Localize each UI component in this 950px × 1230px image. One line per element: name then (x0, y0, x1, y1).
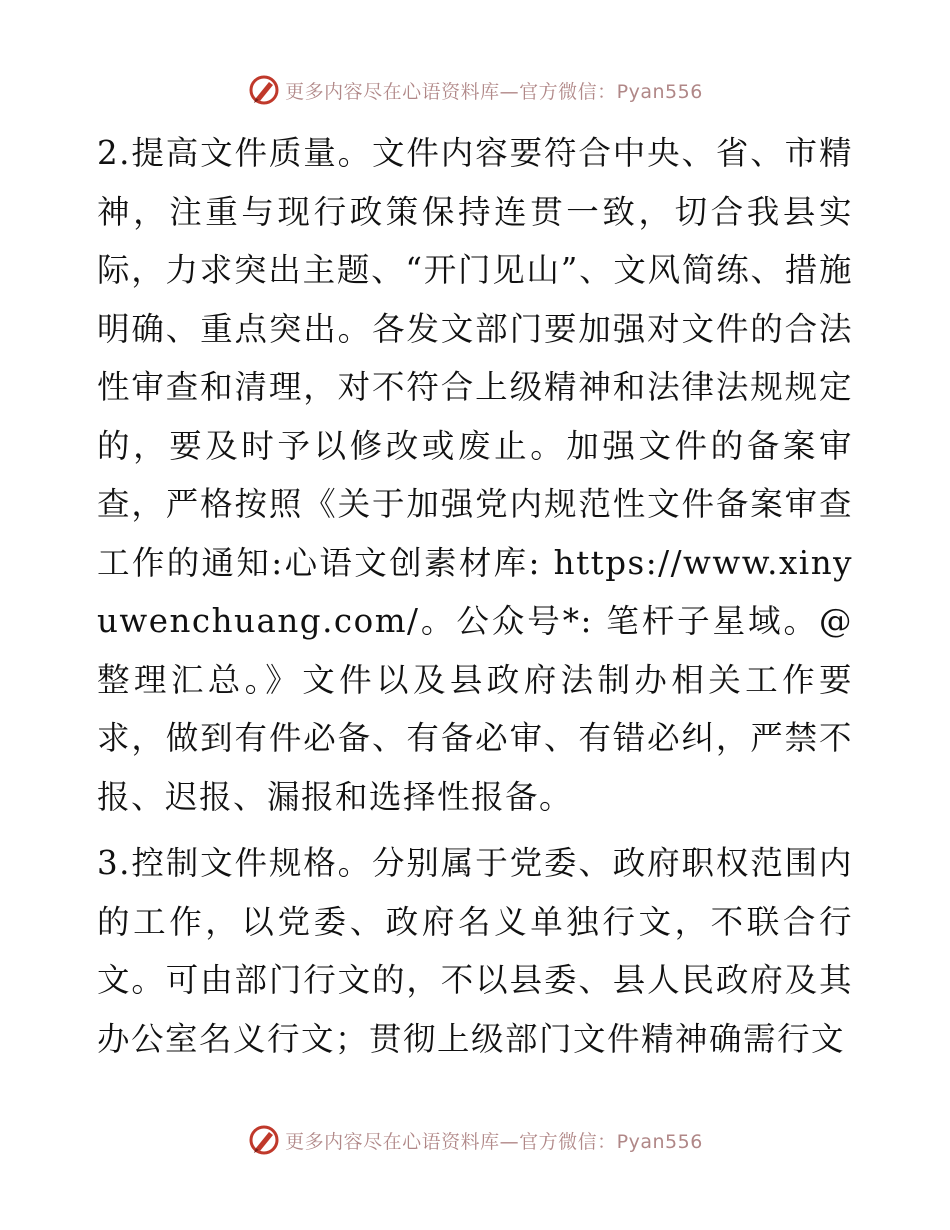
header-watermark (0, 70, 950, 110)
paragraph-3: 3.控制文件规格。分别属于党委、政府职权范围内的工作，以党委、政府名义单独行文，不联合行文。可由部门行文的，不以县委、县人民政府及其办公室名义行文；贯彻上级部门文件精神确需行文 (97, 844, 853, 1058)
pen-logo-icon (247, 1123, 281, 1157)
pen-logo-icon (247, 73, 281, 107)
watermark-text: 更多内容尽在心语资料库—官方微信：Pyan556 (285, 1130, 703, 1153)
document-body (97, 124, 853, 1068)
footer-watermark (0, 1120, 950, 1160)
paragraph-2: 2.提高文件质量。文件内容要符合中央、省、市精神，注重与现行政策保持连贯一致，切合我县实际，力求突出主题、“开门见山”、文风简练、措施明确、重点突出。各发文部门要加强对文件的合法性审查和清理，对不符合上级精神和法律法规规定的，要及时予以修改或废止。加强文件的备案审查，严格按照《关于加强党内规范性文件备案审查工作的通知:心语文创素材库: https://www.xinyuwenchuang.com/。公众号*: 笔杆子星域。@整理汇总。》文件以及县政府法制办相关工作要求，做到有件必备、有备必审、有错必纠，严禁不报、迟报、漏报和选择性报备。 (97, 134, 853, 816)
watermark-text: 更多内容尽在心语资料库—官方微信：Pyan556 (285, 80, 703, 103)
